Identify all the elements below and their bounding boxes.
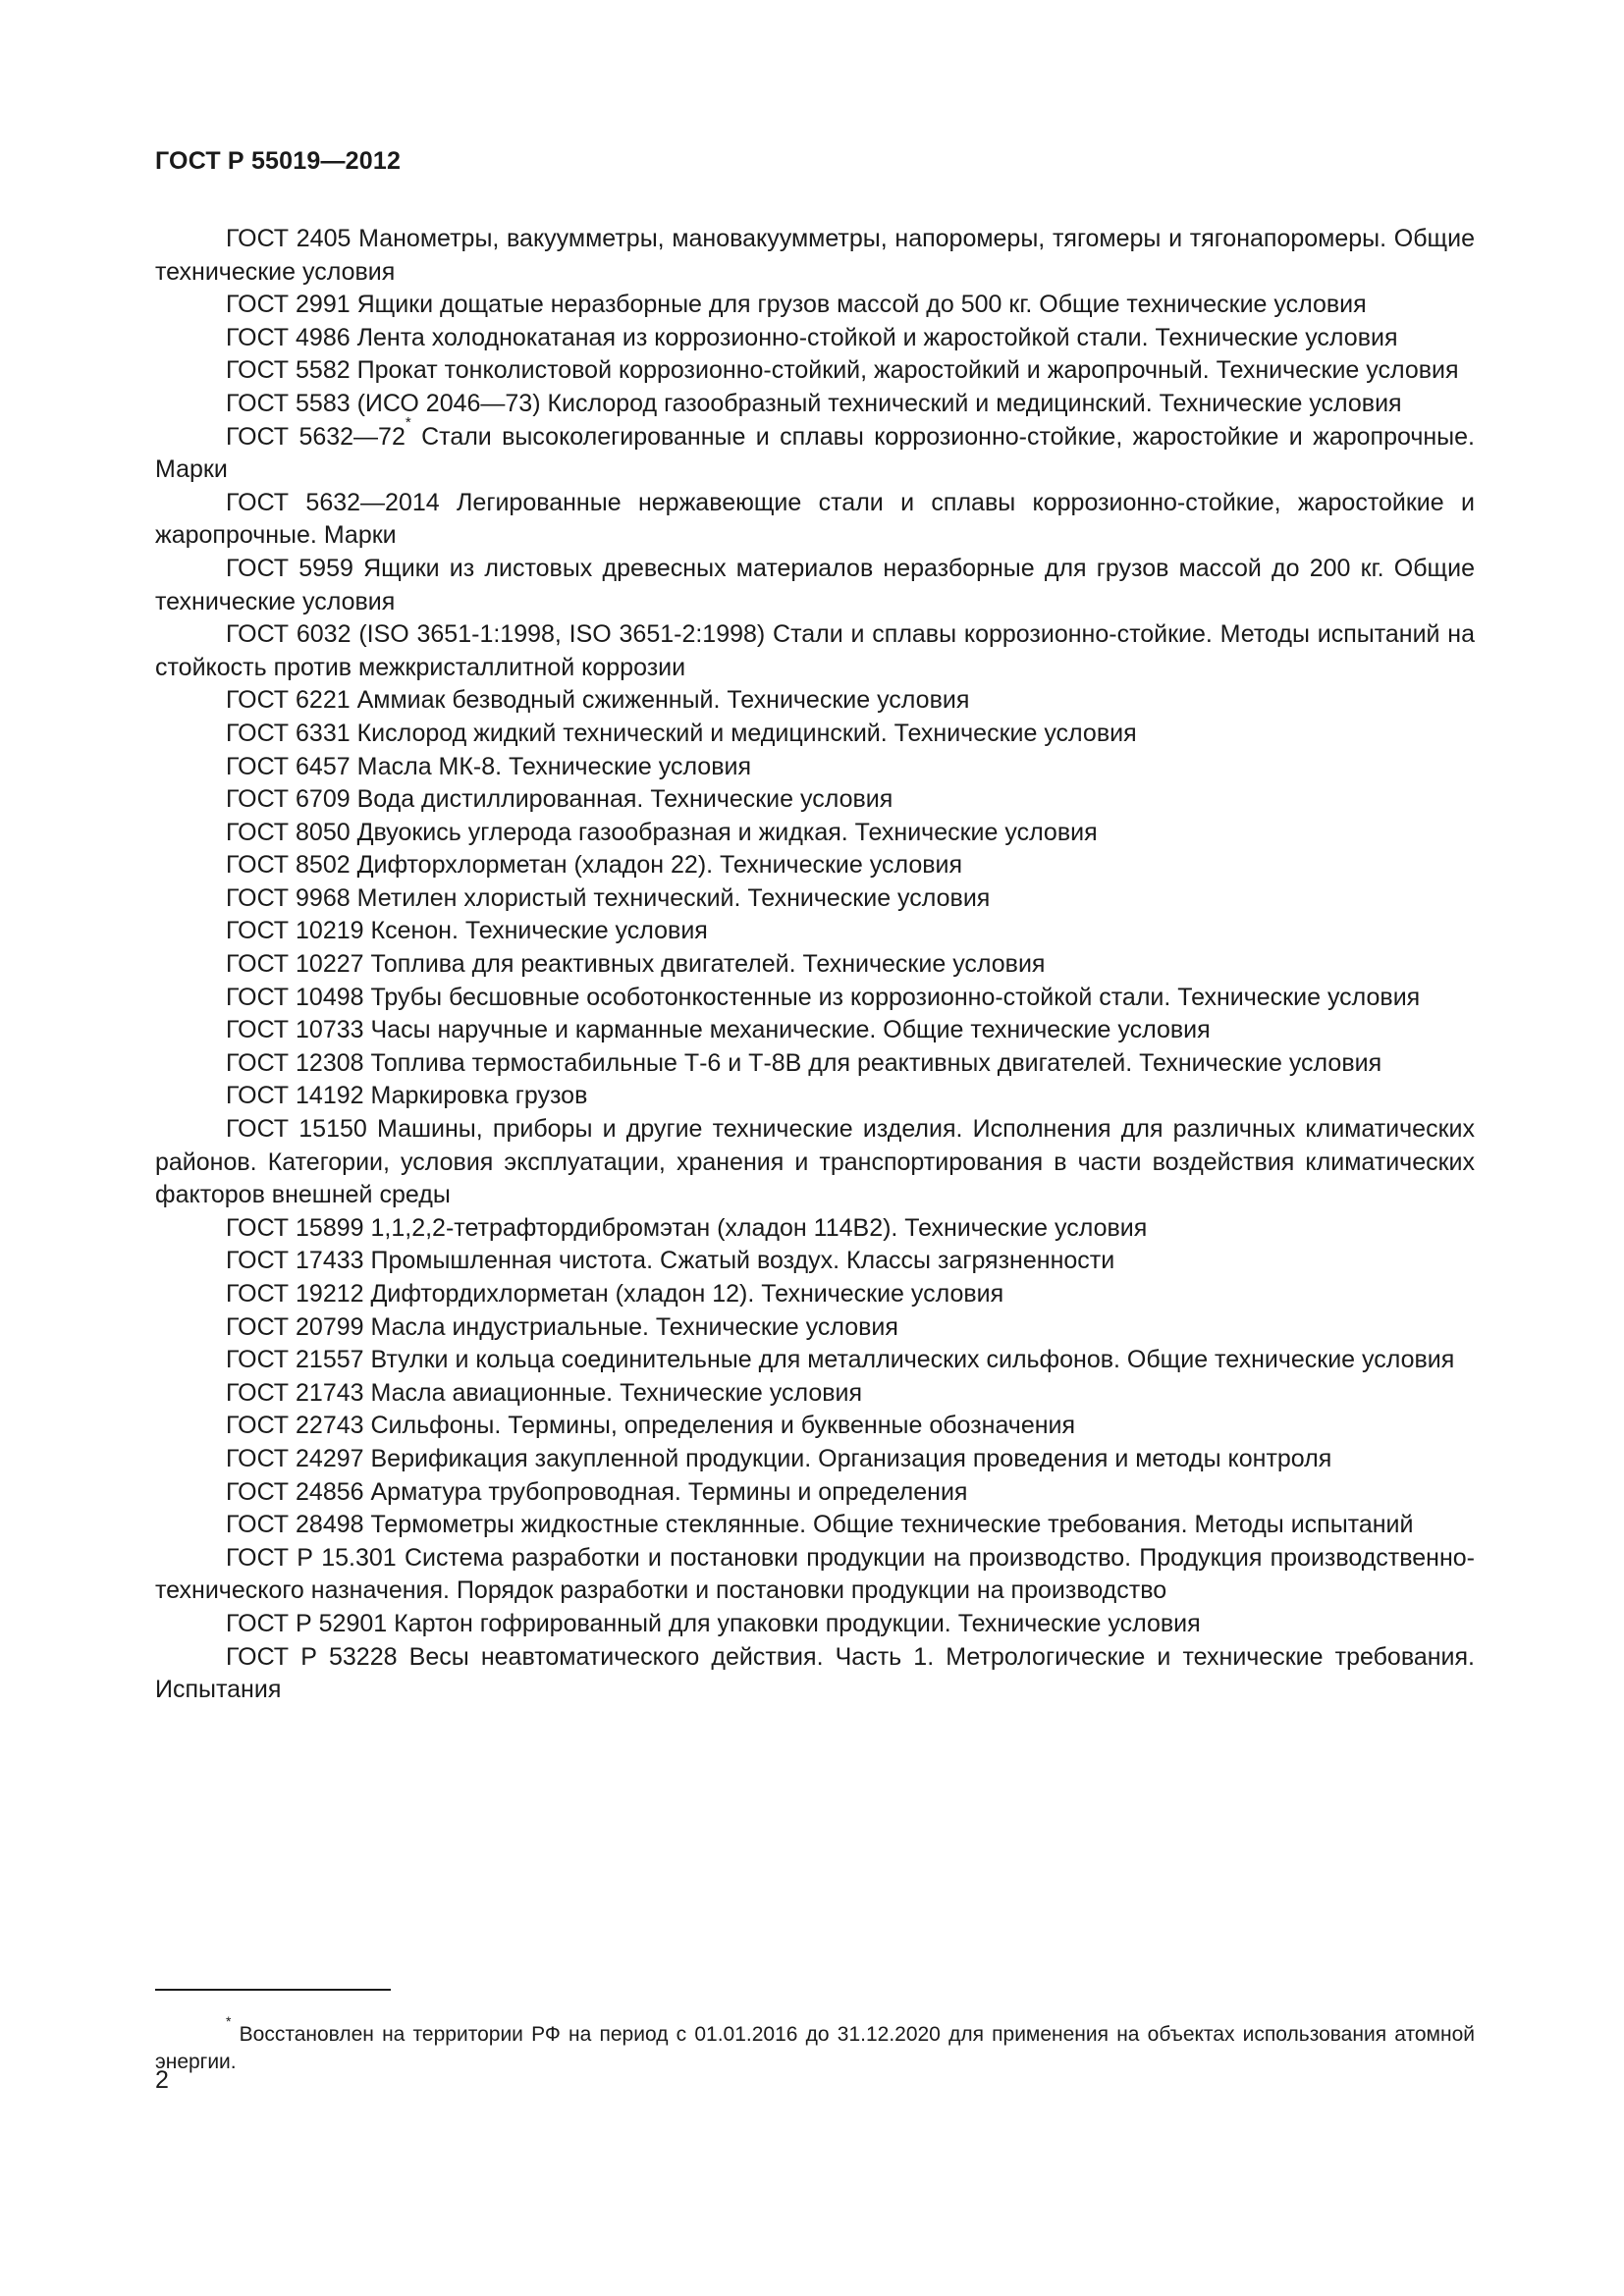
- reference-item: [155, 1245, 1475, 1278]
- reference-code: ГОСТ 9968: [226, 883, 351, 912]
- reference-item: [155, 1509, 1475, 1542]
- reference-code: ГОСТ 15899: [226, 1213, 364, 1242]
- reference-item: [155, 1278, 1475, 1311]
- reference-code: ГОСТ Р 52901: [226, 1609, 388, 1637]
- reference-item: [155, 1113, 1475, 1212]
- reference-code: ГОСТ 20799: [226, 1312, 364, 1341]
- reference-title: Масла индустриальные. Технические условия: [370, 1312, 898, 1341]
- reference-item: [155, 684, 1475, 718]
- reference-code: ГОСТ 24856: [226, 1477, 364, 1506]
- reference-code: ГОСТ 6457: [226, 752, 351, 780]
- reference-item: [155, 1410, 1475, 1443]
- reference-code: ГОСТ 21557: [226, 1346, 364, 1374]
- reference-title: Метилен хлористый технический. Технические условия: [356, 883, 991, 912]
- reference-title: Ящики из листовых древесных материалов неразборные для грузов массой до 200 кг. Общие технические условия: [155, 554, 1475, 615]
- footnote: [155, 2013, 1475, 2076]
- reference-item: [155, 1344, 1475, 1377]
- reference-title: Арматура трубопроводная. Термины и определения: [370, 1477, 968, 1506]
- reference-title: Стали высоколегированные и сплавы коррозионно-стойкие, жаростойкие и жаропрочные. Марки: [155, 422, 1475, 484]
- reference-item: [155, 1080, 1475, 1113]
- reference-title: Втулки и кольца соединительные для металлических сильфонов. Общие технические условия: [370, 1346, 1455, 1374]
- reference-code: ГОСТ 10227: [226, 950, 364, 979]
- reference-title: Аммиак безводный сжиженный. Технические условия: [356, 686, 970, 715]
- reference-item: [155, 1311, 1475, 1345]
- reference-item: [155, 354, 1475, 388]
- reference-item: [155, 1014, 1475, 1047]
- reference-code: ГОСТ 6331: [226, 719, 351, 747]
- reference-title: Трубы бесшовные особотонкостенные из коррозионно-стойкой стали. Технические условия: [370, 983, 1421, 1011]
- reference-code: ГОСТ 21743: [226, 1378, 364, 1407]
- reference-title: Топлива для реактивных двигателей. Технические условия: [370, 950, 1046, 979]
- page-number: 2: [155, 2066, 169, 2094]
- footnote-mark: *: [405, 413, 411, 431]
- reference-item: [155, 783, 1475, 817]
- reference-title: Масла МК-8. Технические условия: [356, 752, 751, 780]
- reference-title: Верификация закупленной продукции. Организация проведения и методы контроля: [370, 1444, 1332, 1472]
- reference-code: ГОСТ 6032: [226, 620, 352, 649]
- reference-title: Ящики дощатые неразборные для грузов массой до 500 кг. Общие технические условия: [356, 291, 1367, 319]
- footnote-divider: [155, 1989, 391, 1991]
- reference-item: [155, 915, 1475, 948]
- reference-item: [155, 618, 1475, 684]
- footnote-mark: *: [226, 2013, 232, 2029]
- reference-item: [155, 1212, 1475, 1246]
- reference-code: ГОСТ 10498: [226, 983, 364, 1011]
- reference-title: Кислород жидкий технический и медицинский. Технические условия: [356, 719, 1137, 747]
- reference-item: [155, 948, 1475, 982]
- reference-title: Дифтордихлорметан (хладон 12). Технические условия: [370, 1280, 1004, 1308]
- reference-item: [155, 223, 1475, 289]
- reference-code: ГОСТ 14192: [226, 1082, 364, 1110]
- normative-references-list: [155, 223, 1475, 1707]
- reference-code: ГОСТ 19212: [226, 1280, 364, 1308]
- reference-title: Лента холоднокатаная из коррозионно-стойкой и жаростойкой стали. Технические условия: [356, 323, 1398, 351]
- document-header: ГОСТ Р 55019—2012: [155, 147, 402, 175]
- reference-code: ГОСТ 17433: [226, 1247, 364, 1275]
- reference-title: Манометры, вакуумметры, мановакуумметры, напоромеры, тягомеры и тягонапоромеры. Общие технические условия: [155, 225, 1475, 286]
- reference-title: (ISO 3651-1:1998, ISO 3651-2:1998) Стали и сплавы коррозионно-стойкие. Методы испытаний на стойкость против межкристаллитной коррозии: [155, 620, 1476, 681]
- reference-code: ГОСТ 2405: [226, 225, 352, 252]
- reference-code: ГОСТ 5583: [226, 389, 351, 417]
- reference-title: Картон гофрированный для упаковки продукции. Технические условия: [394, 1609, 1201, 1637]
- reference-item: [155, 1377, 1475, 1411]
- reference-code: ГОСТ Р 53228: [226, 1642, 398, 1671]
- reference-code: ГОСТ 24297: [226, 1444, 364, 1472]
- reference-item: [155, 413, 1475, 487]
- reference-item: [155, 1608, 1475, 1641]
- reference-title: Машины, приборы и другие технические изделия. Исполнения для различных климатических районов. Категории, условия эксплуатации, хранения и транспортирования в части воздействия климатических факторов внешней среды: [155, 1115, 1475, 1209]
- reference-item: [155, 1443, 1475, 1476]
- reference-title: Промышленная чистота. Сжатый воздух. Классы загрязненности: [370, 1247, 1115, 1275]
- reference-item: [155, 322, 1475, 355]
- reference-code: ГОСТ 6221: [226, 686, 351, 715]
- reference-code: ГОСТ 5632—72: [226, 422, 406, 451]
- reference-code: ГОСТ 22743: [226, 1412, 364, 1440]
- reference-item: [155, 553, 1475, 618]
- reference-code: ГОСТ 2991: [226, 291, 351, 319]
- reference-code: ГОСТ 10733: [226, 1016, 364, 1044]
- reference-code: ГОСТ 10219: [226, 917, 364, 945]
- footnote-text: Восстановлен на территории РФ на период с 01.01.2016 до 31.12.2020 для применения на объектах использования атомной энергии.: [155, 2023, 1475, 2073]
- reference-title: Ксенон. Технические условия: [370, 917, 708, 945]
- reference-code: ГОСТ 8502: [226, 851, 351, 880]
- reference-title: Масла авиационные. Технические условия: [370, 1378, 863, 1407]
- reference-item: [155, 751, 1475, 784]
- reference-title: (ИСО 2046—73) Кислород газообразный технический и медицинский. Технические условия: [356, 389, 1402, 417]
- reference-title: Маркировка грузов: [370, 1082, 588, 1110]
- reference-item: [155, 487, 1475, 553]
- reference-code: ГОСТ 12308: [226, 1048, 364, 1077]
- reference-title: Система разработки и постановки продукции на производство. Продукция производственно-технического назначения. Порядок разработки и постановки продукции на производство: [155, 1543, 1476, 1605]
- reference-code: ГОСТ 5582: [226, 356, 351, 385]
- reference-title: Легированные нержавеющие стали и сплавы коррозионно-стойкие, жаростойкие и жаропрочные. Марки: [155, 488, 1475, 550]
- reference-item: [155, 1641, 1475, 1707]
- reference-item: [155, 982, 1475, 1015]
- reference-item: [155, 388, 1475, 421]
- reference-title: Вода дистиллированная. Технические условия: [356, 785, 893, 814]
- reference-title: Часы наручные и карманные механические. Общие технические условия: [370, 1016, 1211, 1044]
- reference-title: Весы неавтоматического действия. Часть 1. Метрологические и технические требования. Испытания: [155, 1642, 1475, 1704]
- reference-code: ГОСТ 15150: [226, 1115, 367, 1144]
- reference-item: [155, 1476, 1475, 1510]
- reference-item: [155, 289, 1475, 322]
- reference-code: ГОСТ 4986: [226, 323, 351, 351]
- reference-item: [155, 718, 1475, 751]
- reference-item: [155, 1047, 1475, 1081]
- reference-item: [155, 817, 1475, 850]
- reference-code: ГОСТ Р 15.301: [226, 1543, 397, 1572]
- reference-title: Прокат тонколистовой коррозионно-стойкий, жаростойкий и жаропрочный. Технические условия: [356, 356, 1459, 385]
- reference-title: Топлива термостабильные Т-6 и Т-8В для реактивных двигателей. Технические условия: [370, 1048, 1382, 1077]
- reference-item: [155, 882, 1475, 916]
- reference-code: ГОСТ 28498: [226, 1511, 364, 1539]
- reference-code: ГОСТ 6709: [226, 785, 351, 814]
- reference-code: ГОСТ 5632—2014: [226, 488, 440, 516]
- reference-item: [155, 849, 1475, 882]
- reference-title: Дифторхлорметан (хладон 22). Технические условия: [356, 851, 962, 880]
- reference-code: ГОСТ 8050: [226, 818, 351, 846]
- reference-title: Двуокись углерода газообразная и жидкая. Технические условия: [356, 818, 1098, 846]
- reference-item: [155, 1542, 1475, 1608]
- reference-title: Сильфоны. Термины, определения и буквенные обозначения: [370, 1412, 1076, 1440]
- reference-code: ГОСТ 5959: [226, 554, 353, 582]
- reference-title: 1,1,2,2-тетрафтордибромэтан (хладон 114В2). Технические условия: [370, 1213, 1148, 1242]
- reference-title: Термометры жидкостные стеклянные. Общие технические требования. Методы испытаний: [370, 1511, 1414, 1539]
